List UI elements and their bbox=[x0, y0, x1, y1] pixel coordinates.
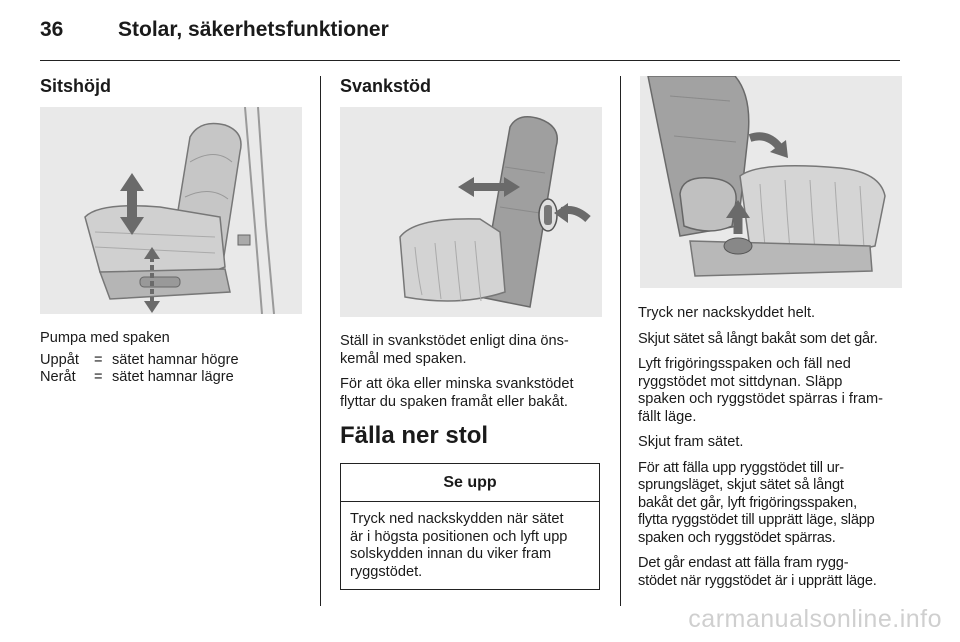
equals-sign: = bbox=[94, 351, 103, 368]
fold-seat-heading: Fälla ner stol bbox=[340, 422, 489, 449]
fold-seat-illustration bbox=[640, 76, 902, 288]
equals-sign: = bbox=[94, 369, 103, 385]
definition-row-up bbox=[40, 352, 239, 370]
term-up: Uppåt bbox=[40, 351, 79, 368]
page-number: 36 bbox=[40, 18, 64, 41]
desc-up: sätet hamnar högre bbox=[112, 351, 239, 368]
middle-column bbox=[340, 78, 605, 96]
instruction-paragraph: Lyft frigöringsspaken och fäll ned ryggstödet mot sittdynan. Släpp spaken och ryggstödet spärras i fram- fällt läge. bbox=[638, 356, 883, 425]
lumbar-paragraph-1: Ställ in svankstödet enligt dina öns- kemål med spaken. bbox=[340, 333, 569, 367]
seat-height-text bbox=[40, 330, 310, 387]
page-title: Stolar, säkerhetsfunktioner bbox=[118, 18, 389, 41]
seat-height-heading: Sitshöjd bbox=[40, 76, 111, 96]
header-rule bbox=[40, 60, 900, 61]
seat-height-definition-table bbox=[40, 352, 239, 387]
instruction-paragraph: Det går endast att fälla fram rygg- stödet när ryggstödet är i upprätt läge. bbox=[638, 555, 877, 589]
caution-box bbox=[340, 463, 600, 590]
lumbar-paragraph-2: För att öka eller minska svankstödet flyttar du spaken framåt eller bakåt. bbox=[340, 376, 574, 410]
instruction-paragraph: Skjut fram sätet. bbox=[638, 434, 744, 450]
instruction-paragraph: För att fälla upp ryggstödet till ur- sprungsläget, skjut sätet så långt bakåt det går, lyft frigöringsspaken, flytta ryggstödet till upprätt läge, släpp spaken och ryggstödet spärras. bbox=[638, 459, 875, 546]
column-divider-2 bbox=[620, 76, 621, 606]
caution-title: Se upp bbox=[341, 464, 599, 502]
fold-seat-section bbox=[340, 422, 605, 449]
fold-seat-instructions bbox=[638, 305, 904, 598]
lumbar-support-heading: Svankstöd bbox=[340, 76, 432, 96]
lumbar-support-illustration bbox=[340, 107, 602, 317]
column-divider-1 bbox=[320, 76, 321, 606]
instruction-paragraph: Tryck ner nackskyddet helt. bbox=[638, 305, 816, 321]
definition-row-down bbox=[40, 369, 239, 387]
caution-text: Tryck ned nackskydden när sätet är i högsta positionen och lyft upp solskydden innan du viker fram ryggstödet. bbox=[350, 511, 568, 580]
left-column bbox=[40, 78, 305, 96]
instruction-paragraph: Skjut sätet så långt bakåt som det går. bbox=[638, 330, 878, 347]
desc-down: sätet hamnar lägre bbox=[112, 369, 234, 385]
seat-height-caption: Pumpa med spaken bbox=[40, 330, 170, 346]
lumbar-support-text bbox=[340, 333, 605, 419]
watermark: carmanualsonline.info bbox=[688, 605, 942, 633]
term-down: Neråt bbox=[40, 369, 76, 385]
seat-height-illustration bbox=[40, 107, 302, 314]
